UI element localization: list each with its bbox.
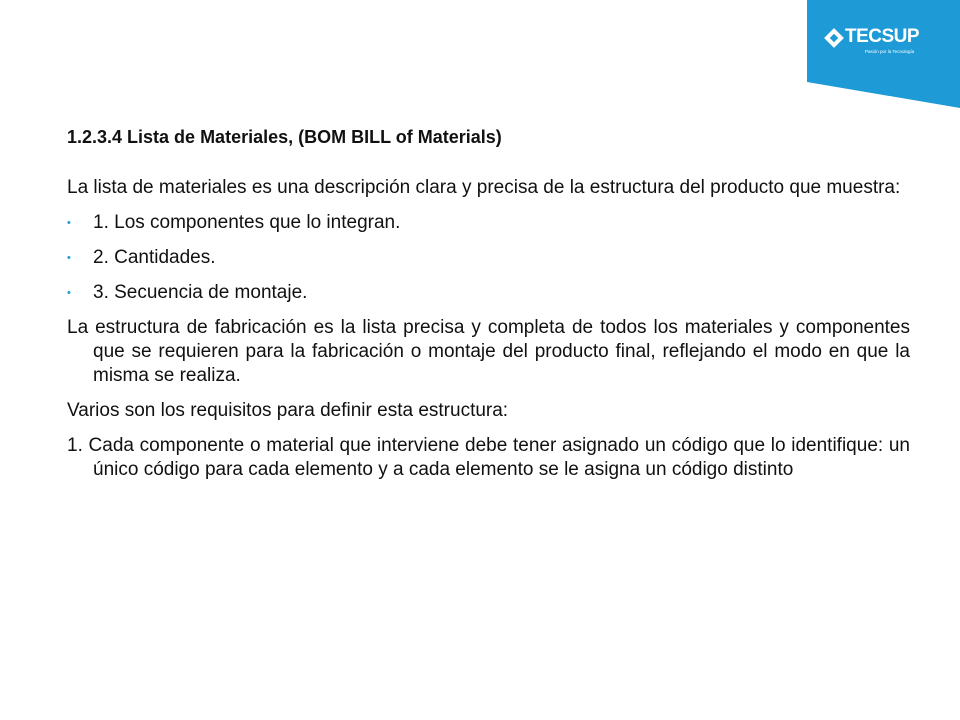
requirements-paragraph: Varios son los requisitos para definir esta estructura:: [67, 400, 509, 421]
bullet-icon: •: [67, 252, 71, 264]
bullet-item-components: [67, 211, 910, 235]
requirement-item-1: 1. Cada componente o material que interviene debe tener asignado un código que lo identifique: un único código para cada elemento y a cada elemento se le asigna un código distinto: [67, 435, 910, 480]
tecsup-mark-icon: [824, 28, 844, 48]
logo-tagline: Pasión por la Tecnología: [865, 49, 915, 54]
structure-paragraph: La estructura de fabricación es la lista precisa y completa de todos los materiales y componentes que se requieren para la fabricación o montaje del producto final, reflejando el modo en que la misma se realiza.: [67, 317, 910, 386]
slide-heading: 1.2.3.4 Lista de Materiales, (BOM BILL of Materials): [67, 127, 502, 147]
bullet-item-quantities: [67, 246, 910, 270]
intro-paragraph: La lista de materiales es una descripción clara y precisa de la estructura del producto que muestra:: [67, 177, 901, 198]
slide-content: [67, 125, 910, 493]
tecsup-logo-banner: [807, 0, 960, 108]
bullet-text: 2. Cantidades.: [93, 247, 216, 268]
bullet-text: 3. Secuencia de montaje.: [93, 282, 308, 303]
bullet-text: 1. Los componentes que lo integran.: [93, 212, 401, 233]
bullet-icon: •: [67, 287, 71, 299]
bullet-item-sequence: [67, 281, 910, 305]
logo-brand-name: TECSUP: [845, 26, 920, 47]
bullet-icon: •: [67, 217, 71, 229]
